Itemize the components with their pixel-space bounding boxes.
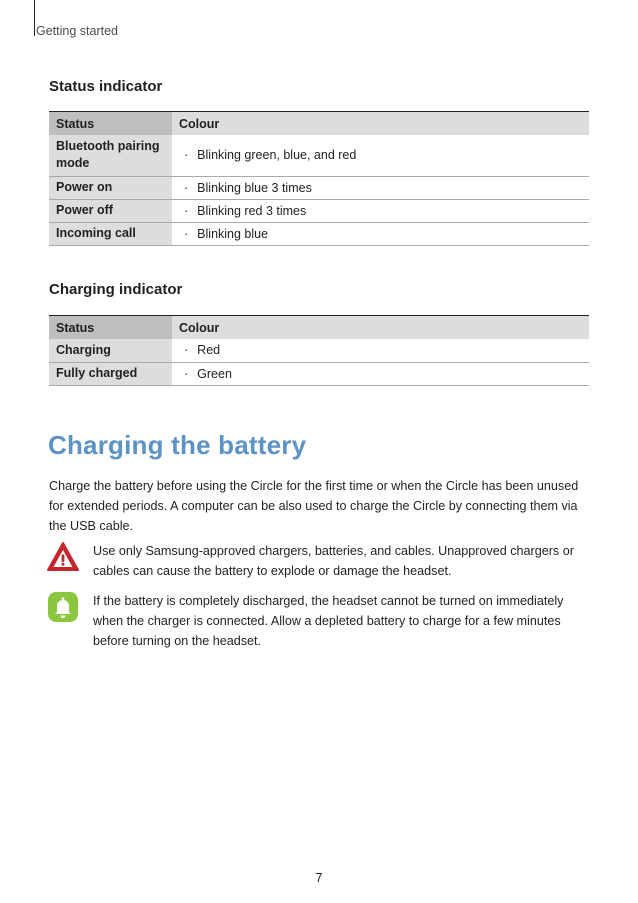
status-cell: Power off: [56, 203, 113, 217]
column-header-status: Status: [49, 112, 172, 136]
status-cell: Bluetooth pairing mode: [56, 139, 160, 171]
bullet-icon: ·: [184, 148, 189, 163]
colour-cell: Red: [197, 343, 221, 358]
running-header: Getting started: [36, 24, 118, 38]
bullet-icon: ·: [184, 180, 189, 195]
info-note: If the battery is completely discharged, the headset cannot be turned on immediately when the charger is connected. Allow a depleted battery to charge for a few minutes before turning on the headset.: [93, 594, 564, 648]
charging-indicator-table: [49, 315, 589, 386]
page-number: 7: [315, 871, 323, 885]
section-heading: Charging the battery: [48, 430, 307, 460]
colour-cell: Green: [197, 366, 232, 381]
notification-bell-icon: [47, 591, 79, 623]
colour-cell: Blinking green, blue, and red: [197, 148, 357, 163]
status-cell: Fully charged: [56, 366, 138, 380]
status-cell: Incoming call: [56, 226, 136, 240]
table-row: [49, 176, 589, 199]
bullet-icon: ·: [184, 203, 189, 218]
status-cell: Charging: [56, 342, 111, 357]
bullet-icon: ·: [184, 226, 189, 241]
bullet-icon: ·: [184, 366, 189, 381]
table-row: [49, 135, 589, 176]
colour-cell: Blinking red 3 times: [197, 203, 307, 218]
colour-cell: Blinking blue: [197, 226, 269, 241]
table-row: [49, 222, 589, 245]
warning-note: Use only Samsung-approved chargers, batteries, and cables. Unapproved chargers or cables can cause the battery to explode or damage the headset.: [93, 544, 574, 578]
table-row: [49, 362, 589, 385]
warning-triangle-icon: [47, 541, 79, 573]
column-header-status: Status: [49, 316, 172, 340]
body-paragraph: Charge the battery before using the Circle for the first time or when the Circle has been unused for extended periods. A computer can be also used to charge the Circle by connecting them via the USB cable.: [49, 479, 579, 533]
column-header-colour: Colour: [172, 316, 589, 340]
colour-cell: Blinking blue 3 times: [197, 180, 312, 195]
status-indicator-table: [49, 111, 589, 246]
table-row: [49, 339, 589, 362]
status-indicator-title: Status indicator: [49, 78, 163, 95]
bullet-icon: ·: [184, 343, 189, 358]
status-cell: Power on: [56, 180, 113, 194]
column-header-colour: Colour: [172, 112, 589, 136]
charging-indicator-title: Charging indicator: [49, 281, 183, 298]
table-row: [49, 199, 589, 222]
page-edge-line: [34, 0, 35, 36]
